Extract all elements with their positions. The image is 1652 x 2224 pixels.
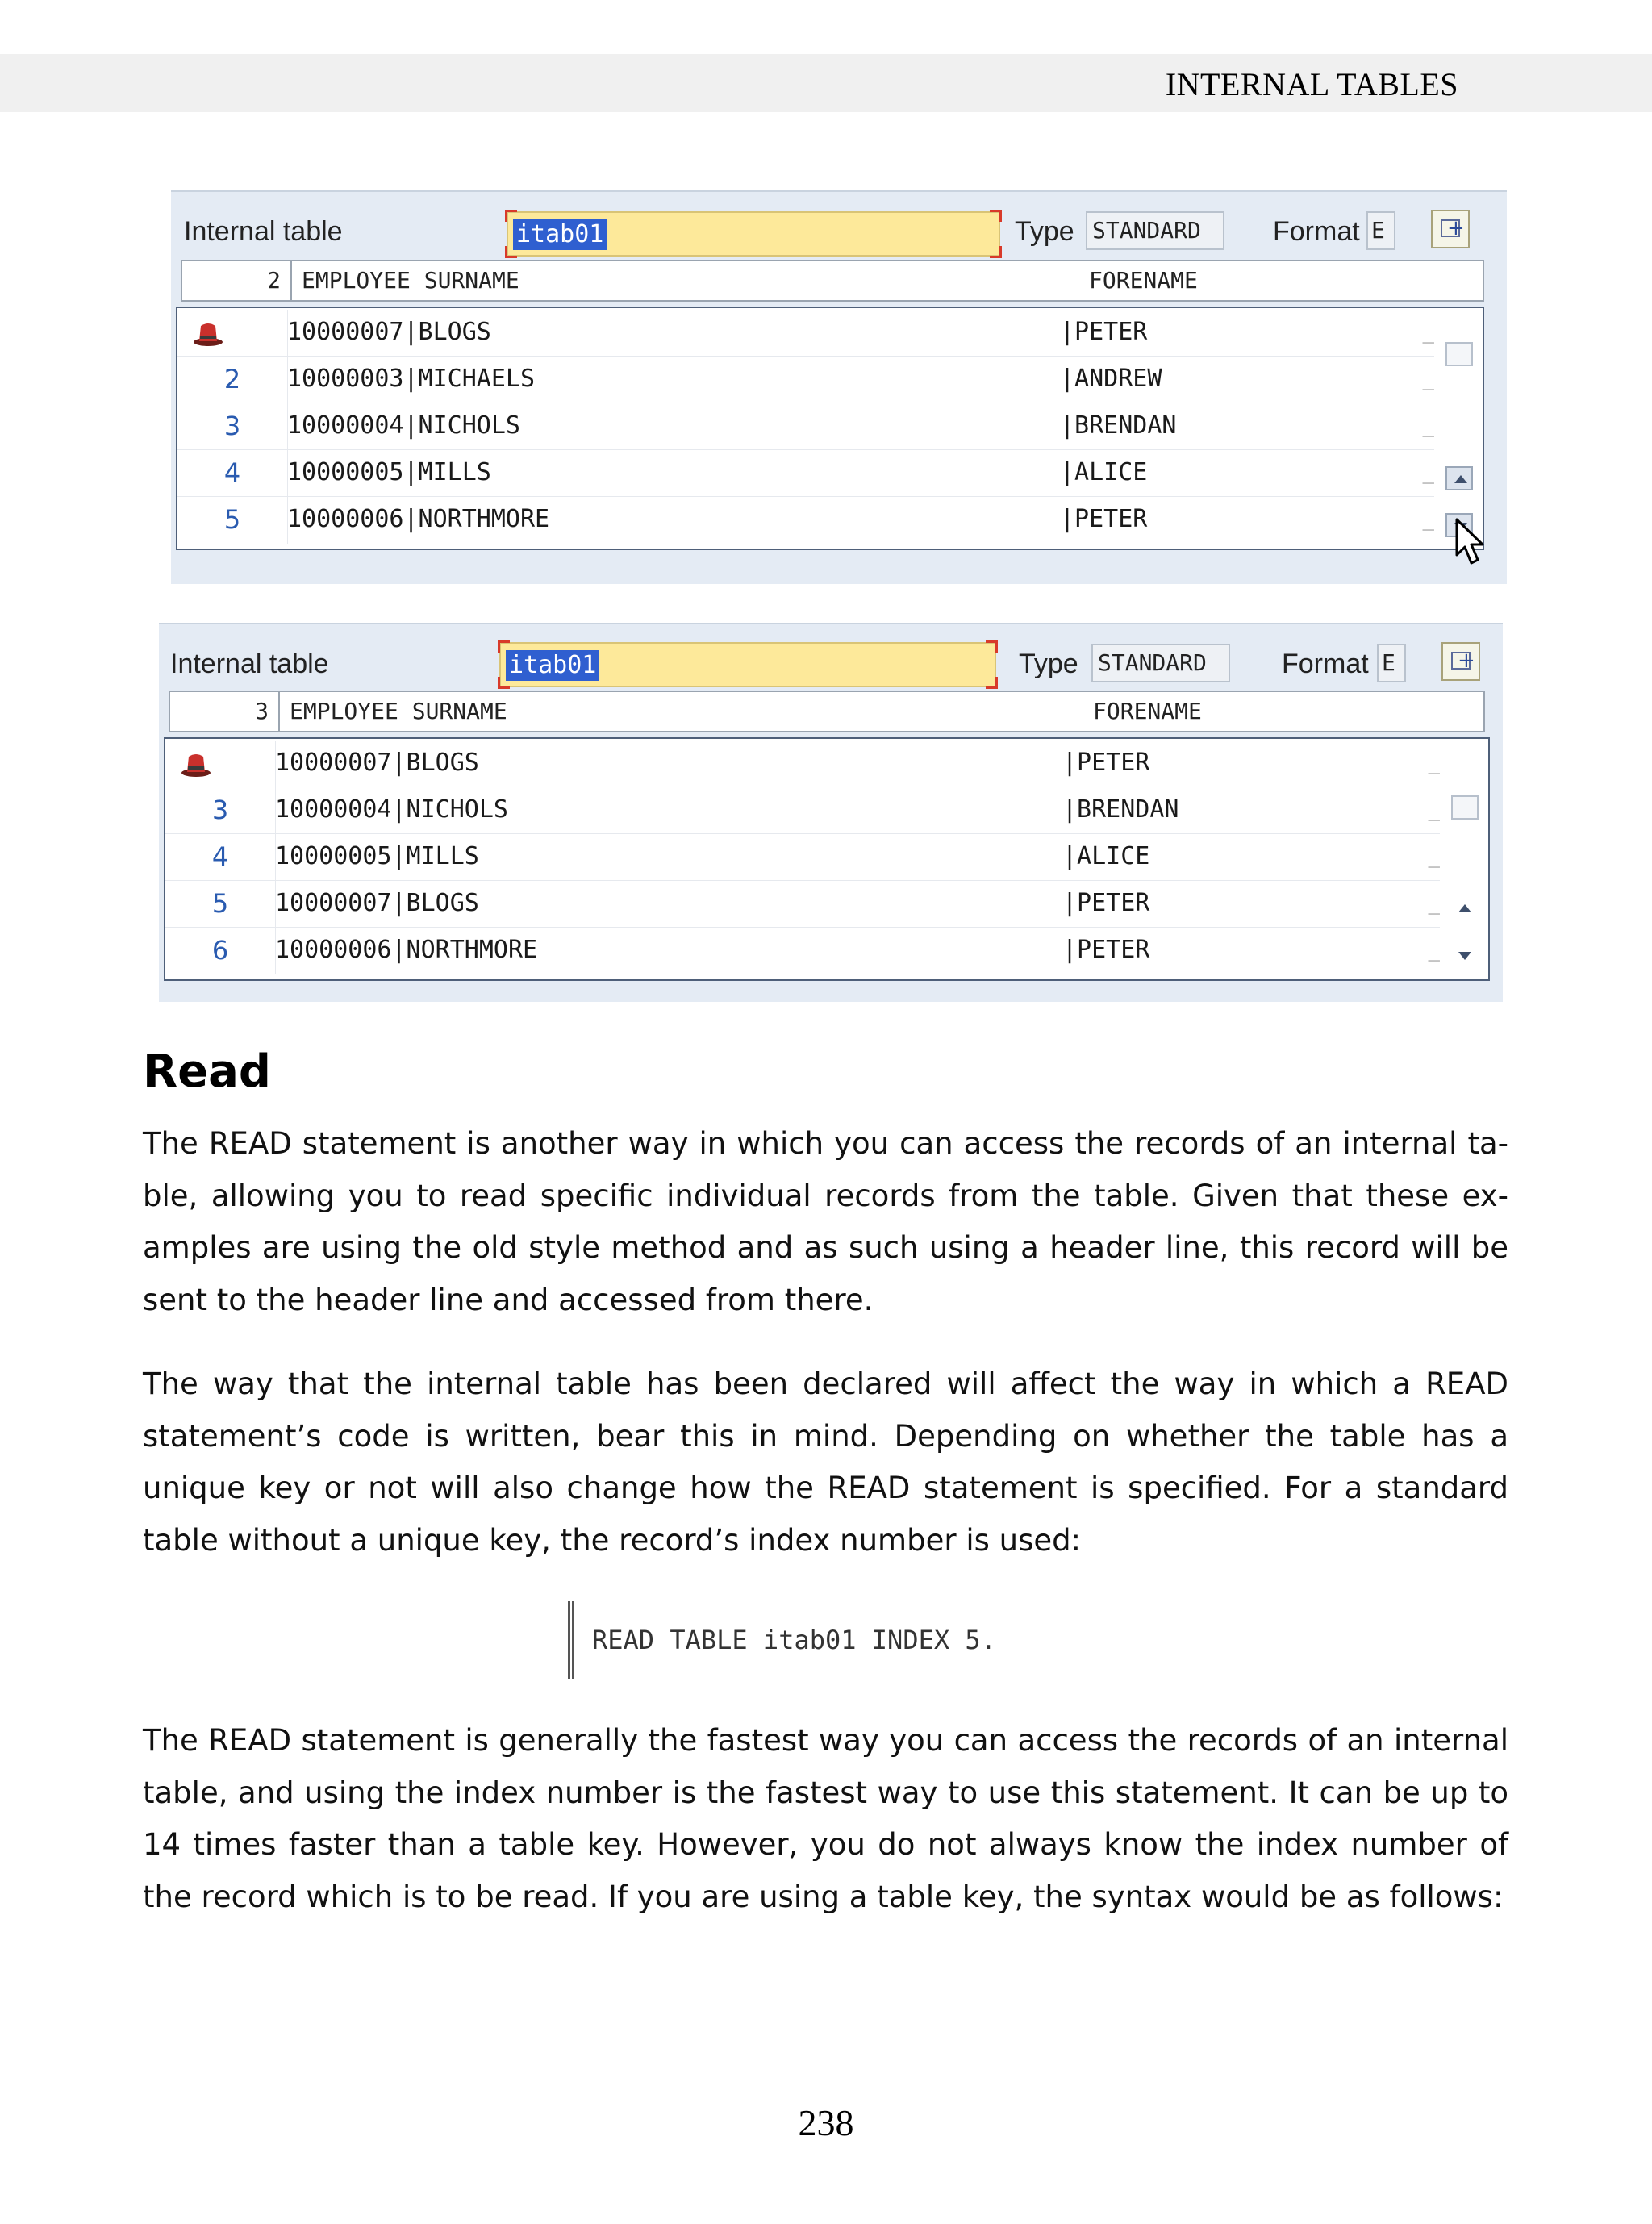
row-index: 3 [165,787,276,834]
table-header-row [181,260,1484,302]
code-block [568,1601,996,1679]
header-columns: EMPLOYEE SURNAME [302,267,519,294]
type-label: Type [1019,649,1078,679]
table-row[interactable] [177,357,1434,403]
running-header-title: INTERNAL TABLES [1165,66,1458,102]
row-index: 4 [165,834,276,881]
row-more-marker: _ [1422,321,1434,344]
page-number: 238 [798,2102,854,2143]
row-index: 5 [165,881,276,928]
running-header [0,54,1652,112]
format-label: Format [1282,649,1369,679]
header-forename: FORENAME [1093,698,1202,724]
section-heading: Read [143,1045,271,1098]
row-index: 2 [177,357,288,403]
debugger-panel-1 [171,190,1507,584]
row-forename: |PETER [1060,505,1148,533]
row-forename: |PETER [1062,889,1150,917]
debugger-panel-2 [159,623,1503,1002]
row-forename: |BRENDAN [1060,411,1177,440]
table-grid [164,737,1490,981]
row-more-marker: _ [1428,799,1440,821]
table-grid [176,307,1484,550]
row-more-marker: _ [1428,752,1440,774]
scrollbar-thumb[interactable] [1451,795,1479,820]
table-row[interactable] [165,787,1440,834]
row-index [165,741,276,787]
type-label: Type [1015,216,1074,247]
row-key: 10000006|NORTHMORE [287,505,550,533]
mouse-pointer-icon [1454,518,1486,566]
table-row[interactable] [165,928,1440,974]
row-more-marker: _ [1422,368,1434,390]
scroll-up-icon[interactable] [1446,466,1473,490]
paragraph-1: The READ statement is another way in which you can access the records of an internal ta-ble, allowing you to read specific individual records from the table. Given that these ex-amples are using the old style method and as such using a header line, this record will be sent to the header line and accessed from there. [143,1126,1508,1317]
row-key: 10000007|BLOGS [275,889,479,917]
internal-table-name-input[interactable] [507,211,1000,257]
internal-table-name-input[interactable] [499,642,996,687]
row-forename: |ALICE [1060,458,1148,486]
row-key: 10000006|NORTHMORE [275,936,538,964]
row-more-marker: _ [1428,939,1440,962]
table-row[interactable] [165,881,1440,928]
row-key: 10000005|MILLS [275,842,479,870]
row-index: 3 [177,403,288,450]
header-forename: FORENAME [1089,267,1198,294]
row-forename: |ALICE [1062,842,1150,870]
configure-columns-icon[interactable] [1431,210,1470,248]
scrollbar-thumb[interactable] [1446,342,1473,366]
row-index: 4 [177,450,288,497]
row-more-marker: _ [1422,461,1434,484]
row-key: 10000003|MICHAELS [287,365,536,393]
paragraph-3: The READ statement is generally the fastest way you can access the records of an internal table, and using the index number is the fastest way to use this statement. It can be up to 14 times faster than a table key. However, you do not always know the index number of the record which is to be read. If you are using a table key, the syntax would be as follows: [143,1723,1508,1914]
header-columns: EMPLOYEE SURNAME [290,698,507,724]
row-forename: |BRENDAN [1062,795,1179,824]
row-forename: |PETER [1062,936,1150,964]
table-name-selected-text: itab01 [506,650,599,681]
table-row[interactable] [165,741,1440,787]
header-row-count: 3 [170,692,280,731]
row-key: 10000007|BLOGS [275,749,479,777]
header-line-hat-icon [192,319,224,347]
row-key: 10000005|MILLS [287,458,491,486]
table-row[interactable] [177,403,1434,450]
header-row-count: 2 [182,261,292,300]
row-forename: |PETER [1060,318,1148,346]
row-key: 10000007|BLOGS [287,318,491,346]
row-key: 10000004|NICHOLS [287,411,520,440]
table-row[interactable] [165,834,1440,881]
row-index: 5 [177,497,288,544]
scroll-down-icon[interactable] [1451,944,1479,968]
row-forename: |PETER [1062,749,1150,777]
row-more-marker: _ [1428,845,1440,868]
row-key: 10000004|NICHOLS [275,795,508,824]
format-field[interactable]: E [1377,644,1406,682]
code-line: READ TABLE itab01 INDEX 5. [592,1625,996,1655]
internal-table-label: Internal table [184,216,343,247]
header-line-hat-icon [180,750,212,778]
row-more-marker: _ [1422,415,1434,437]
type-field[interactable]: STANDARD [1086,211,1224,250]
table-row[interactable] [177,310,1434,357]
table-header-row [169,691,1485,732]
table-name-selected-text: itab01 [513,219,607,250]
configure-columns-icon[interactable] [1441,642,1480,681]
table-row[interactable] [177,450,1434,497]
row-more-marker: _ [1428,892,1440,915]
row-index [177,310,288,357]
scroll-up-icon[interactable] [1451,897,1479,921]
paragraph-2: The way that the internal table has been declared will affect the way in which a READ statement’s code is written, bear this in mind. Depending on whether the table has a unique key or not will also change how the READ statement is specified. For a standard table without a unique key, the record’s index number is used: [143,1367,1508,1558]
row-forename: |ANDREW [1060,365,1162,393]
format-field[interactable]: E [1366,211,1395,250]
internal-table-label: Internal table [170,649,329,679]
table-row[interactable] [177,497,1434,544]
type-field[interactable]: STANDARD [1091,644,1230,682]
row-more-marker: _ [1422,508,1434,531]
row-index: 6 [165,928,276,974]
format-label: Format [1273,216,1360,247]
